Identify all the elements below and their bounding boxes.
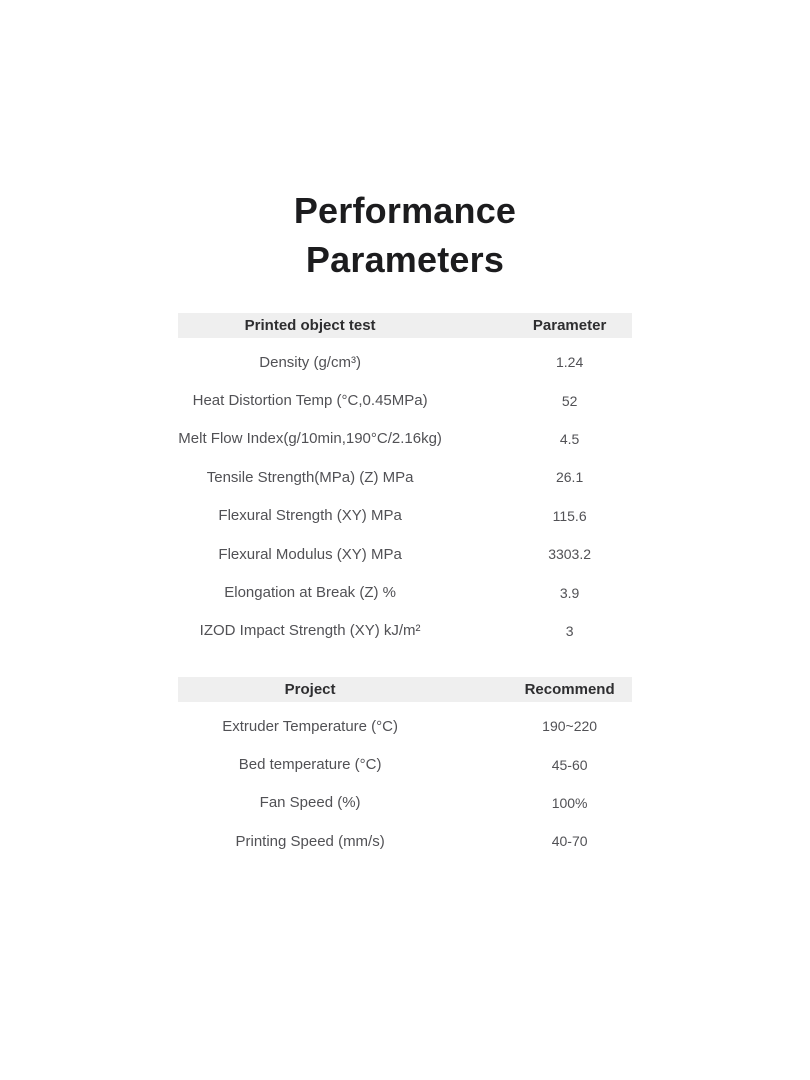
spec-label: Flexural Modulus (XY) MPa bbox=[218, 545, 402, 563]
spec-value: 3.9 bbox=[559, 584, 580, 601]
recommend-table-rows bbox=[178, 702, 632, 861]
table-row bbox=[178, 535, 632, 573]
table-row bbox=[178, 707, 632, 745]
spec-label: Heat Distortion Temp (°C,0.45MPa) bbox=[192, 392, 428, 410]
spec-value: 52 bbox=[561, 392, 578, 409]
performance-table-rows bbox=[178, 338, 632, 650]
column-header-project: Project bbox=[284, 681, 336, 698]
table-row bbox=[178, 420, 632, 458]
table-row bbox=[178, 381, 632, 419]
page-title: Performance Parameters bbox=[293, 190, 517, 280]
recommend-table-header bbox=[178, 677, 632, 702]
spec-label: Elongation at Break (Z) % bbox=[224, 584, 396, 602]
table-row bbox=[178, 497, 632, 535]
recommend-table bbox=[178, 677, 632, 861]
performance-table-header bbox=[178, 313, 632, 338]
spec-label: Density (g/cm³) bbox=[259, 353, 361, 371]
performance-table bbox=[178, 313, 632, 650]
spec-value: 1.24 bbox=[555, 354, 584, 371]
spec-value: 40-70 bbox=[551, 833, 588, 850]
column-header-parameter: Parameter bbox=[532, 317, 607, 334]
spec-label: Melt Flow Index(g/10min,190°C/2.16kg) bbox=[178, 430, 442, 448]
table-row bbox=[178, 745, 632, 783]
table-row bbox=[178, 458, 632, 496]
spec-value: 115.6 bbox=[552, 507, 587, 524]
spec-label: Tensile Strength(MPa) (Z) MPa bbox=[206, 468, 414, 486]
table-row bbox=[178, 784, 632, 822]
table-row bbox=[178, 822, 632, 860]
table-row bbox=[178, 573, 632, 611]
spec-label: Bed temperature (°C) bbox=[238, 756, 382, 774]
spec-label: Printing Speed (mm/s) bbox=[235, 832, 385, 850]
spec-label: Extruder Temperature (°C) bbox=[222, 717, 398, 735]
table-row bbox=[178, 343, 632, 381]
spec-label: Flexural Strength (XY) MPa bbox=[218, 507, 402, 525]
spec-value: 3 bbox=[565, 622, 574, 639]
spec-label: IZOD Impact Strength (XY) kJ/m² bbox=[199, 622, 421, 640]
spec-value: 4.5 bbox=[559, 430, 580, 447]
table-row bbox=[178, 612, 632, 650]
spec-value: 190~220 bbox=[542, 718, 598, 735]
spec-value: 100% bbox=[551, 794, 588, 811]
column-header-recommend: Recommend bbox=[524, 681, 615, 698]
spec-value: 26.1 bbox=[555, 469, 584, 486]
column-header-printed-object-test: Printed object test bbox=[244, 317, 376, 334]
spec-value: 45-60 bbox=[551, 756, 588, 773]
spec-value: 3303.2 bbox=[548, 546, 592, 563]
spec-label: Fan Speed (%) bbox=[259, 794, 361, 812]
